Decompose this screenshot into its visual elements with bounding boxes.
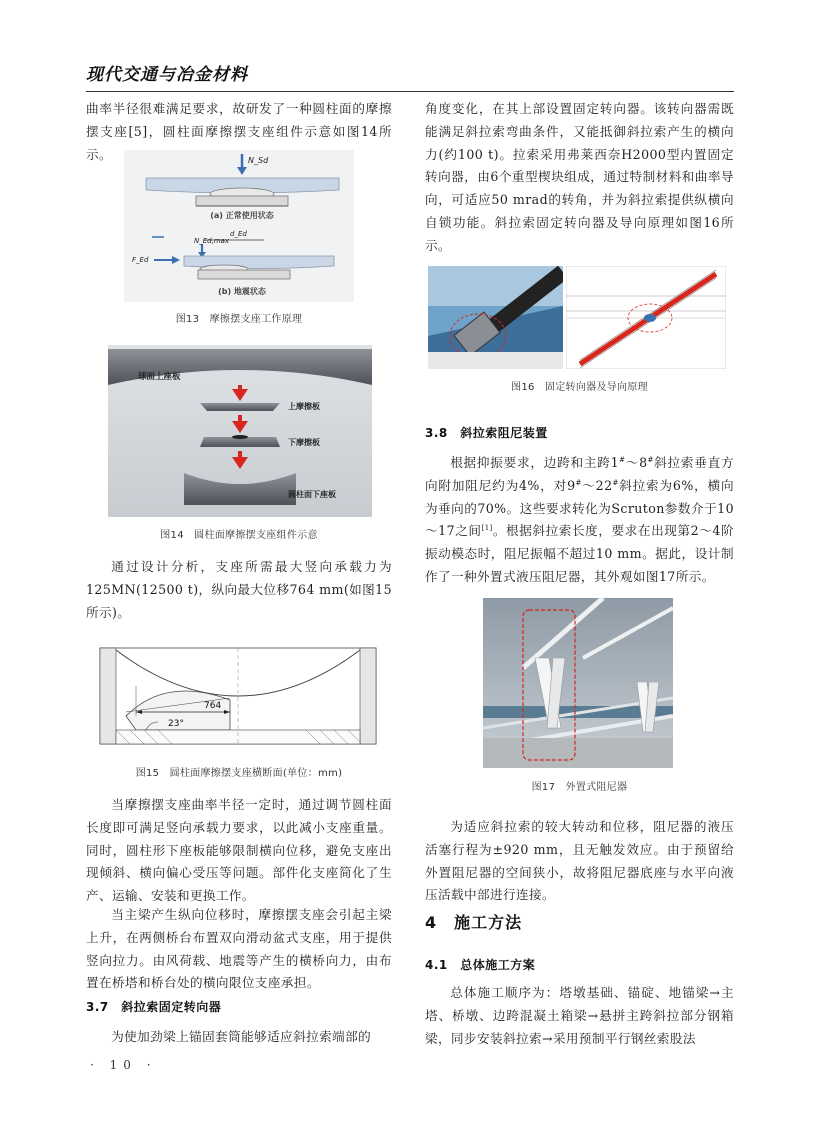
heading-4-1: 4.1 总体施工方案 <box>425 958 536 972</box>
fig14-label-bottom: 圆柱面下座板 <box>288 490 336 499</box>
heading-3-8: 3.8 斜拉索阻尼装置 <box>425 426 548 440</box>
page-number: · 10 · <box>90 1058 157 1072</box>
figure-16-photo <box>428 266 563 369</box>
right-paragraph-2: 根据抑振要求，边跨和主跨1#～8#斜拉索垂直方向附加阻尼约为4%，对9#～22#斜拉索为6%，横向为垂向的70%。这些要求转化为Scruton参数介于10～17之间[1]。根据斜拉索长度，要求在出现第2～4阶振动模态时，阻尼振幅不超过10 mm。据此，设计制作了一种外置式液压阻尼器，其外观如图17所示。 <box>425 455 734 584</box>
figure-14-caption: 图14 圆柱面摩擦摆支座组件示意 <box>160 530 318 541</box>
left-paragraph-4: 当主梁产生纵向位移时，摩擦摆支座会引起主梁上升，在两侧桥台布置双向滑动盆式支座，用于提供竖向拉力。由风荷载、地震等产生的横桥向力，由布置在桥塔和桥台处的横向限位支座承担。 <box>86 907 392 991</box>
journal-title: 现代交通与冶金材料 <box>86 65 248 85</box>
left-paragraph-2: 通过设计分析，支座所需最大竖向承载力为125MN(12500 t)，纵向最大位移764 mm(如图15所示)。 <box>86 559 392 620</box>
fig15-label-764: 764 <box>204 701 222 711</box>
damper-photo <box>483 598 673 768</box>
figure-17 <box>483 598 673 768</box>
fig14-label-top: 球面上座板 <box>138 372 181 382</box>
heading-3-7: 3.7 斜拉索固定转向器 <box>86 1000 222 1014</box>
left-paragraph-5: 为使加劲梁上锚固套筒能够适应斜拉索端部的 <box>111 1029 372 1044</box>
fig13-label-a: (a) 正常使用状态 <box>210 211 274 220</box>
figure-13-caption: 图13 摩擦摆支座工作原理 <box>175 314 303 325</box>
header-rule <box>86 91 734 92</box>
right-paragraph-4: 总体施工顺序为：塔墩基础、锚碇、地锚梁→主塔、桥墩、边跨混凝土箱梁→悬拼主跨斜拉部分钢箱梁，同步安装斜拉索→采用预制平行钢丝索股法 <box>425 985 734 1046</box>
left-paragraph-3: 当摩擦摆支座曲率半径一定时，通过调节圆柱面长度即可满足竖向承载力要求，以此减小支座重量。同时，圆柱形下座板能够限制横向位移，避免支座出现倾斜、横向偏心受压等问题。部件化支座简化了生产、运输、安装和更换工作。 <box>86 797 392 904</box>
deviator-photo <box>428 266 563 369</box>
figure-16-diagram <box>566 266 726 369</box>
friction-bearing-diagram <box>124 150 354 302</box>
fig13-label-ded: d_Ed <box>230 230 247 238</box>
figure-13 <box>124 150 354 302</box>
left-paragraph-1: 曲率半径很难满足要求，故研发了一种圆柱面的摩擦摆支座[5]，圆柱面摩擦摆支座组件示意如图14所示。 <box>86 101 392 162</box>
fig13-label-nsd: N_Sd <box>248 156 269 165</box>
bearing-components-illustration <box>108 345 372 517</box>
fig15-label-angle: 23° <box>168 719 184 729</box>
figure-15-caption: 图15 圆柱面摩擦摆支座横断面(单位：mm) <box>135 768 343 779</box>
figure-15 <box>96 646 380 748</box>
fig13-label-fed: F_Ed <box>132 256 149 264</box>
figure-14 <box>108 345 372 517</box>
bearing-cross-section <box>96 646 380 748</box>
figure-16-caption: 图16 固定转向器及导向原理 <box>511 382 648 393</box>
fig14-label-upper: 上摩擦板 <box>288 402 320 411</box>
right-paragraph-3: 为适应斜拉索的较大转动和位移，阻尼器的液压活塞行程为±920 mm，且无触发效应。由于预留给外置阻尼器的空间狭小，故将阻尼器底座与水平向液压活载中部进行连接。 <box>425 819 734 903</box>
fig13-label-nedmax: N_Ed,max <box>194 237 230 245</box>
fig13-label-b: (b) 地震状态 <box>218 287 266 296</box>
heading-4: 4 施工方法 <box>425 913 523 932</box>
guide-principle-diagram <box>566 266 726 369</box>
fig14-label-lower: 下摩擦板 <box>288 438 320 447</box>
right-paragraph-1: 角度变化，在其上部设置固定转向器。该转向器需既能满足斜拉索弯曲条件，又能抵御斜拉索产生的横向力(约100 t)。拉索采用弗莱西奈H2000型内置固定转向器，由6个重型楔块组成，通过特制材料和曲率导向，可适应50 mrad的转角，并为斜拉索提供纵横向自锁功能。斜拉索固定转向器及导向原理如图16所示。 <box>425 101 734 253</box>
figure-17-caption: 图17 外置式阻尼器 <box>531 782 628 793</box>
